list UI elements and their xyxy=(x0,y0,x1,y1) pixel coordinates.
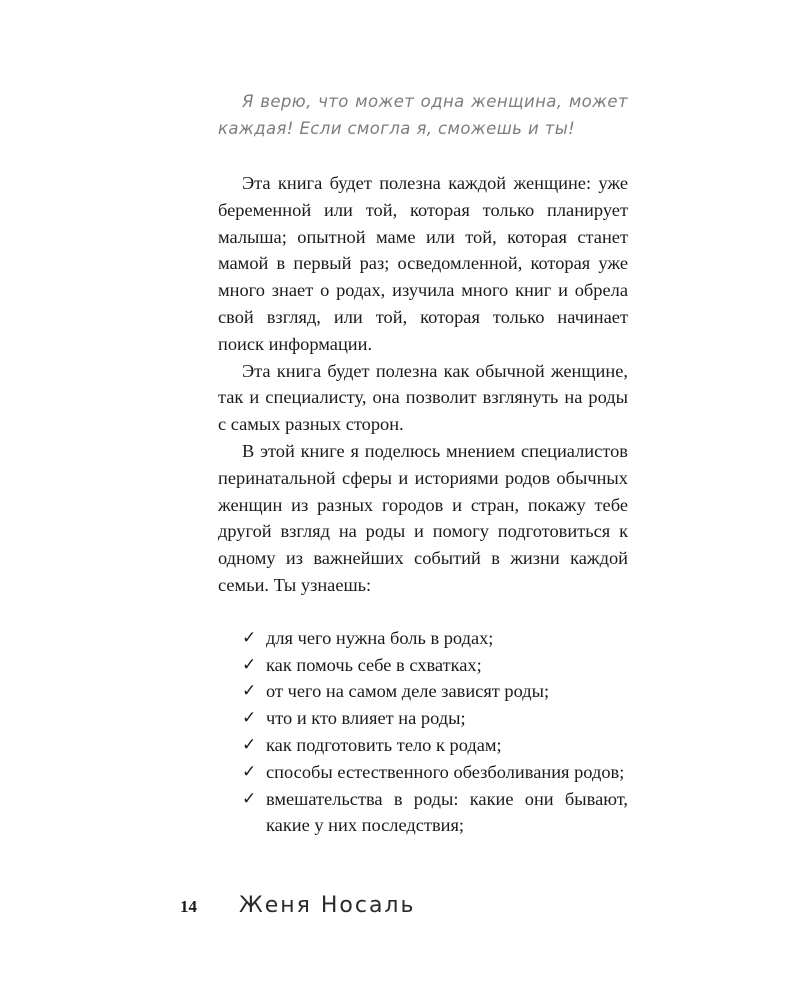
author-name: Женя Носаль xyxy=(239,893,416,918)
list-item xyxy=(218,705,628,732)
list-item xyxy=(218,678,628,705)
page-number: 14 xyxy=(180,897,197,916)
list-item-text: что и кто влияет на роды; xyxy=(266,708,466,729)
checkmark-icon: ✓ xyxy=(242,627,257,648)
checkmark-icon: ✓ xyxy=(242,708,257,729)
epigraph: Я верю, что может одна женщина, может каждая! Если смогла я, сможешь и ты! xyxy=(218,92,628,138)
checkmark-icon: ✓ xyxy=(242,761,257,782)
checkmark-icon: ✓ xyxy=(242,734,257,755)
paragraph-3: В этой книге я поделюсь мнением специалистов перинатальной сферы и историями родов обычных женщин из разных городов и стран, покажу тебе другой взгляд на роды и помогу подготовиться к одному из важнейших событий в жизни каждой семьи. Ты узнаешь: xyxy=(218,440,628,595)
list-item xyxy=(218,786,628,840)
list-item-text: как помочь себе в схватках; xyxy=(266,654,482,675)
list-item-text: от чего на самом деле зависят роды; xyxy=(266,681,550,702)
checkmark-icon: ✓ xyxy=(242,681,257,702)
list-item-text: вмешательства в роды: какие они бывают, какие у них последствия; xyxy=(266,788,628,836)
list-item xyxy=(218,732,628,759)
page-footer xyxy=(180,893,415,918)
list-item xyxy=(218,759,628,786)
topics-checklist xyxy=(218,625,628,839)
list-item xyxy=(218,625,628,652)
list-item-text: как подготовить тело к родам; xyxy=(266,734,502,755)
checkmark-icon: ✓ xyxy=(242,654,257,675)
list-item-text: способы естественного обезболивания родов; xyxy=(266,761,625,782)
checkmark-icon: ✓ xyxy=(242,788,257,809)
paragraph-2: Эта книга будет полезна как обычной женщине, так и специалисту, она позволит взглянуть на роды с самых разных сторон. xyxy=(218,360,628,435)
paragraph-1: Эта книга будет полезна каждой женщине: уже беременной или той, которая только планирует малыша; опытной маме или той, которая станет мамой в первый раз; осведомленной, которая уже много знает о родах, изучила много книг и обрела свой взгляд, или той, которая только начинает поиск информации. xyxy=(218,173,628,354)
list-item xyxy=(218,652,628,679)
page-body xyxy=(218,88,628,839)
list-item-text: для чего нужна боль в родах; xyxy=(266,627,494,648)
